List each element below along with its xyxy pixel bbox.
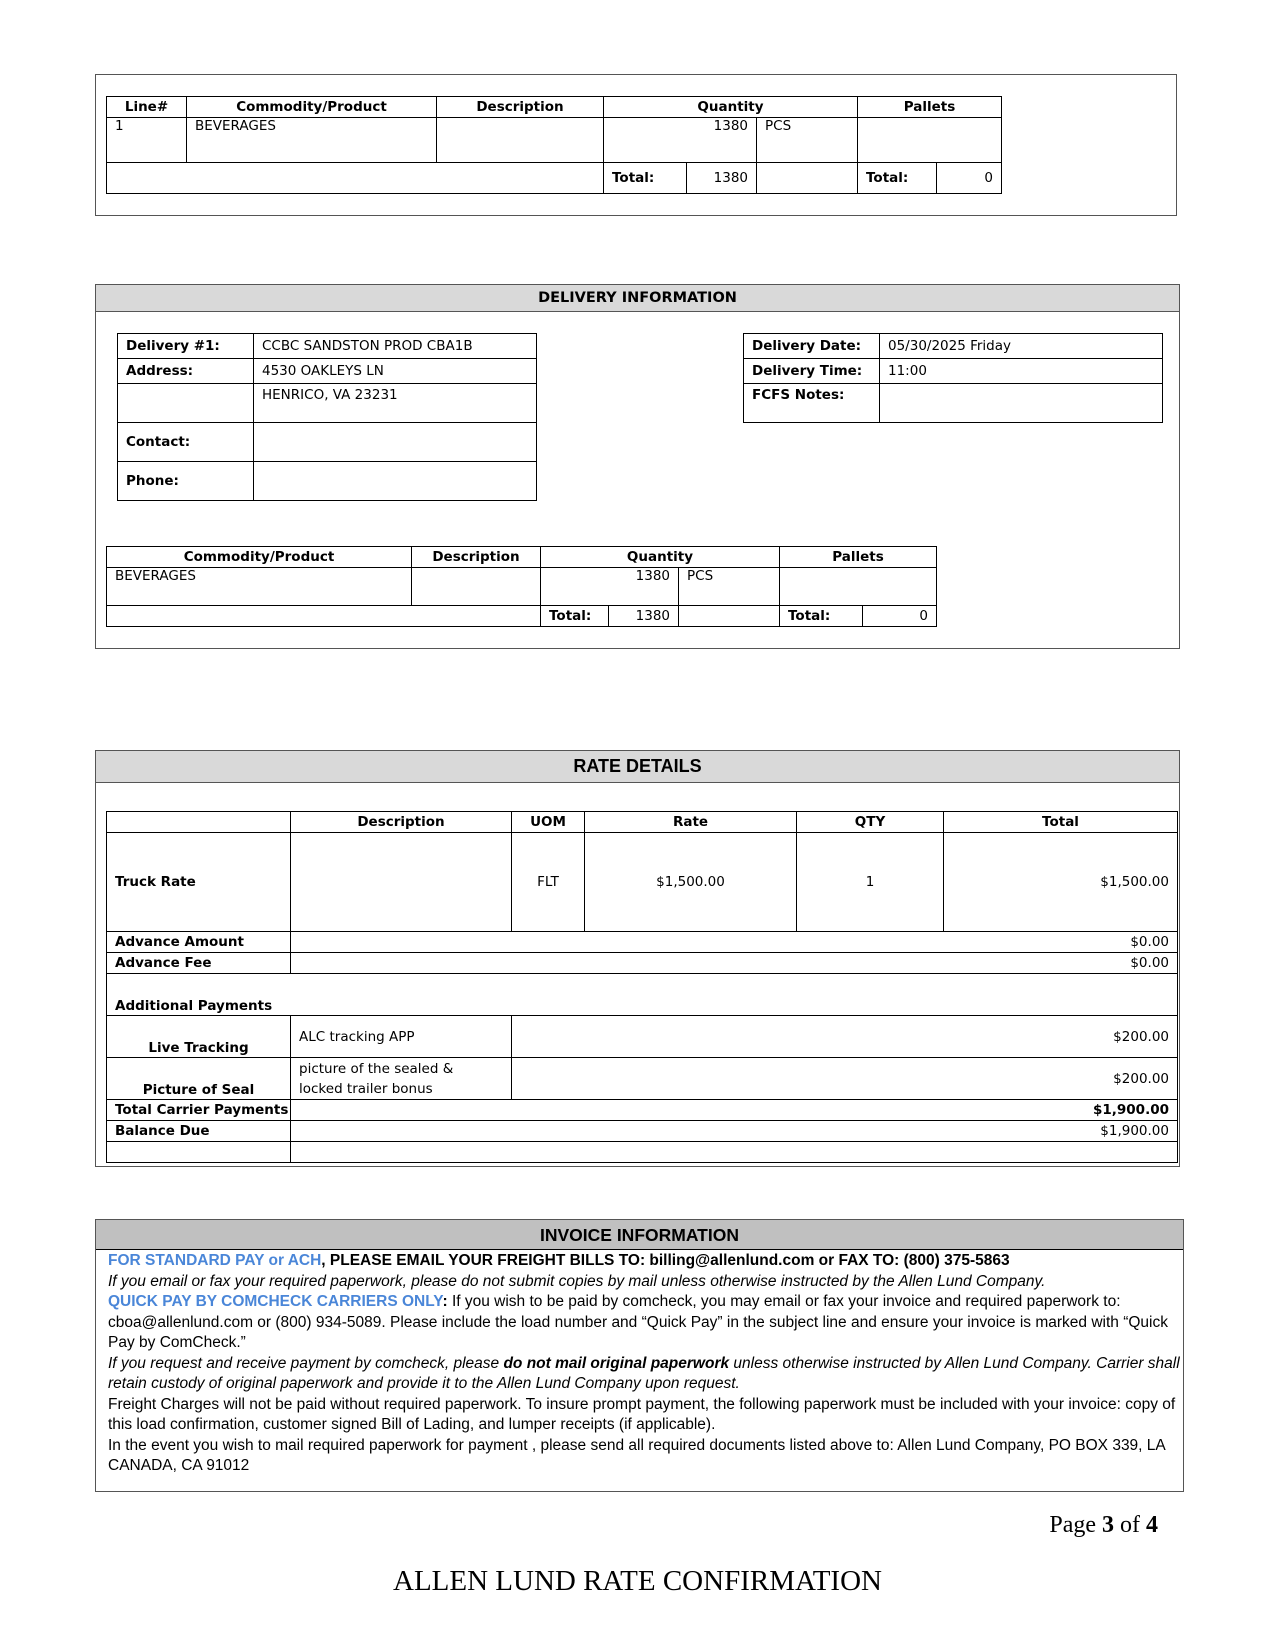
delivery-name: CCBC SANDSTON PROD CBA1B bbox=[254, 334, 537, 359]
cell-quantity: 1380 bbox=[604, 118, 757, 163]
col-pallets: Pallets bbox=[780, 547, 937, 568]
standard-pay-note: If you email or fax your required paperwork, please do not submit copies by mail unless otherwise instructed by the Allen Lund Company. bbox=[108, 1272, 1046, 1290]
quick-pay-instructions: If you wish to be paid by comcheck, you may email or fax your invoice and required paperwork to: cboa@allenlund.com or (800) 934-5089. Please include the load number and “Quick Pay” in the subject line and ensure your invoice is marked with “Quick Pay by ComCheck.” bbox=[108, 1293, 1168, 1351]
standard-pay-instructions: , PLEASE EMAIL YOUR FREIGHT BILLS TO: billing@allenlund.com or FAX TO: (800) 375-5863 bbox=[321, 1252, 1010, 1269]
col-line: Line# bbox=[107, 97, 187, 118]
cell-pallets bbox=[858, 118, 1002, 163]
live-tracking-value: $200.00 bbox=[512, 1016, 1178, 1058]
delivery-time-table bbox=[743, 333, 1163, 423]
delivery-commodity-table bbox=[106, 546, 937, 627]
cell-commodity: BEVERAGES bbox=[187, 118, 437, 163]
freight-charges-note: Freight Charges will not be paid without required paperwork. To insure prompt payment, the following paperwork must be included with your invoice: copy of this load confirmation, customer signed Bill of Lading, and lumper receipts (if applicable). bbox=[108, 1395, 1176, 1433]
page-number: Page 3 of 4 bbox=[1049, 1512, 1158, 1538]
balance-due-value: $1,900.00 bbox=[291, 1121, 1178, 1142]
truck-rate-qty: 1 bbox=[797, 833, 944, 932]
col-quantity: Quantity bbox=[604, 97, 858, 118]
fcfs-notes-value bbox=[880, 384, 1163, 423]
cell-pallets bbox=[780, 568, 937, 606]
total-label: Total: bbox=[604, 163, 687, 194]
col-description: Description bbox=[437, 97, 604, 118]
quick-pay-label: QUICK PAY BY COMCHECK CARRIERS ONLY bbox=[108, 1293, 443, 1310]
col-commodity: Commodity/Product bbox=[107, 547, 412, 568]
address-label: Address: bbox=[118, 359, 254, 384]
col-uom: UOM bbox=[512, 812, 585, 833]
delivery-label: Delivery #1: bbox=[118, 334, 254, 359]
truck-rate-label: Truck Rate bbox=[107, 833, 291, 932]
truck-rate-total: $1,500.00 bbox=[944, 833, 1178, 932]
delivery-title: DELIVERY INFORMATION bbox=[96, 285, 1179, 312]
total-quantity: 1380 bbox=[609, 606, 679, 627]
quick-pay-paragraph: QUICK PAY BY COMCHECK CARRIERS ONLY: If you wish to be paid by comcheck, you may email or fax your invoice and required paperwork to: cboa@allenlund.com or (800) 934-5089. Please include the load number and “Quick Pay” in the subject line and ensure your invoice is marked with “Quick Pay by ComCheck.” bbox=[108, 1293, 1168, 1351]
cell-quantity: 1380 bbox=[541, 568, 679, 606]
truck-rate-description bbox=[291, 833, 512, 932]
truck-rate-rate: $1,500.00 bbox=[585, 833, 797, 932]
delivery-time-label: Delivery Time: bbox=[744, 359, 880, 384]
invoice-body bbox=[108, 1251, 1190, 1477]
col-quantity: Quantity bbox=[541, 547, 780, 568]
total-carrier-label: Total Carrier Payments bbox=[107, 1100, 291, 1121]
commodity-table bbox=[106, 96, 1002, 194]
cell-commodity: BEVERAGES bbox=[107, 568, 412, 606]
delivery-date-value: 05/30/2025 Friday bbox=[880, 334, 1163, 359]
cell-description bbox=[437, 118, 604, 163]
pallet-total-label: Total: bbox=[780, 606, 863, 627]
rate-table bbox=[106, 811, 1178, 1163]
pallet-total: 0 bbox=[937, 163, 1002, 194]
cell-description bbox=[412, 568, 541, 606]
contact-value bbox=[254, 423, 537, 462]
picture-seal-description: picture of the sealed & locked trailer bonus bbox=[291, 1058, 512, 1100]
standard-pay-label: FOR STANDARD PAY or ACH bbox=[108, 1252, 322, 1269]
col-description: Description bbox=[412, 547, 541, 568]
advance-fee-label: Advance Fee bbox=[107, 953, 291, 974]
contact-label: Contact: bbox=[118, 423, 254, 462]
delivery-date-label: Delivery Date: bbox=[744, 334, 880, 359]
cell-line: 1 bbox=[107, 118, 187, 163]
mail-instructions: In the event you wish to mail required paperwork for payment , please send all required documents listed above to: Allen Lund Company, PO BOX 339, LA CANADA, CA 91012 bbox=[108, 1436, 1165, 1474]
total-quantity: 1380 bbox=[687, 163, 757, 194]
live-tracking-label: Live Tracking bbox=[107, 1016, 291, 1058]
col-description: Description bbox=[291, 812, 512, 833]
cell-unit: PCS bbox=[757, 118, 858, 163]
advance-amount-label: Advance Amount bbox=[107, 932, 291, 953]
live-tracking-description: ALC tracking APP bbox=[291, 1016, 512, 1058]
col-commodity: Commodity/Product bbox=[187, 97, 437, 118]
fcfs-notes-label: FCFS Notes: bbox=[744, 384, 880, 423]
picture-seal-value: $200.00 bbox=[512, 1058, 1178, 1100]
invoice-title: INVOICE INFORMATION bbox=[96, 1220, 1183, 1250]
col-pallets: Pallets bbox=[858, 97, 1002, 118]
address-line2: HENRICO, VA 23231 bbox=[254, 384, 537, 423]
delivery-time-value: 11:00 bbox=[880, 359, 1163, 384]
additional-payments-label: Additional Payments bbox=[107, 974, 1178, 1016]
truck-rate-uom: FLT bbox=[512, 833, 585, 932]
address-line1: 4530 OAKLEYS LN bbox=[254, 359, 537, 384]
quick-pay-note: If you request and receive payment by comcheck, please do not mail original paperwork unless otherwise instructed by Allen Lund Company. Carrier shall retain custody of original paperwork and provide it to the Allen Lund Company upon request. bbox=[108, 1354, 1180, 1392]
rate-title: RATE DETAILS bbox=[96, 751, 1179, 783]
pallet-total-label: Total: bbox=[858, 163, 937, 194]
phone-value bbox=[254, 462, 537, 501]
picture-seal-label: Picture of Seal bbox=[107, 1058, 291, 1100]
advance-amount-value: $0.00 bbox=[291, 932, 1178, 953]
cell-unit: PCS bbox=[679, 568, 780, 606]
delivery-address-table bbox=[117, 333, 537, 501]
standard-pay-line bbox=[108, 1251, 1190, 1272]
advance-fee-value: $0.00 bbox=[291, 953, 1178, 974]
pallet-total: 0 bbox=[863, 606, 937, 627]
col-qty: QTY bbox=[797, 812, 944, 833]
col-rate: Rate bbox=[585, 812, 797, 833]
total-label: Total: bbox=[541, 606, 609, 627]
col-total: Total bbox=[944, 812, 1178, 833]
balance-due-label: Balance Due bbox=[107, 1121, 291, 1142]
document-title: ALLEN LUND RATE CONFIRMATION bbox=[393, 1565, 882, 1597]
total-carrier-value: $1,900.00 bbox=[291, 1100, 1178, 1121]
phone-label: Phone: bbox=[118, 462, 254, 501]
